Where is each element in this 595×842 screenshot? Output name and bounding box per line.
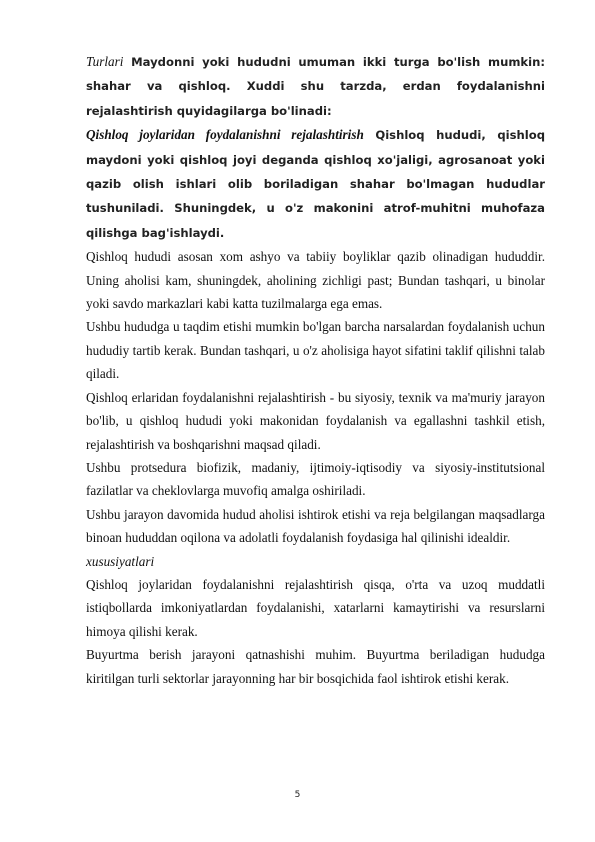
rural-planning-heading: Qishloq joylaridan foydalanishni rejalashtirish [86, 127, 364, 143]
body-paragraph: Ushbu jarayon davomida hudud aholisi ishtirok etishi va reja belgilangan maqsadlarga binoan hududdan oqilona va adolatli foydalanish foydasiga hal qilinishi idealdir. [86, 506, 545, 546]
body-paragraph: Buyurtma berish jarayoni qatnashishi muhim. Buyurtma beriladigan hududga kiritilgan turli sektorlar jarayonning har bir bosqichida faol ishtirok etishi kerak. [86, 647, 545, 686]
body-paragraph: Qishloq joylaridan foydalanishni rejalashtirish qisqa, o'rta va uzoq muddatli istiqbollarda imkoniyatlardan foydalanishi, xatarlarni kamaytirishi va resurslarni himoya qilishi kerak. [86, 576, 545, 639]
features-heading: xususiyatlari [86, 553, 155, 569]
document-page [86, 50, 545, 690]
types-heading: Turlari [86, 54, 124, 69]
body-paragraph: Qishloq hududi asosan xom ashyo va tabiiy boyliklar qazib olinadigan hududdir. Uning aholisi kam, shuningdek, aholining zichligi past; Bundan tashqari, u binolar yoki savdo markazlari kabi katta tuzilmalarga ega emas. [86, 249, 545, 312]
body-paragraph: Ushbu hududga u taqdim etishi mumkin bo'lgan barcha narsalardan foydalanish uchun hududiy tartib kerak. Bundan tashqari, u o'z aholisiga hayot sifatini taklif qilishni talab qiladi. [86, 319, 545, 382]
types-text: Maydonni yoki hududni umuman ikki turga bo'lish mumkin: shahar va qishloq. Xuddi shu tarzda, erdan foydalanishni rejalashtirish quyidagilarga bo'linadi: [86, 55, 545, 118]
rural-planning-paragraph [86, 123, 545, 245]
body-paragraph: Qishloq erlaridan foydalanishni rejalashtirish - bu siyosiy, texnik va ma'muriy jarayon bo'lib, u qishloq hududi yoki makonidan foydalanish va egallashni tashkil etish, rejalashtirish va boshqarishni maqsad qiladi. [86, 389, 545, 452]
types-paragraph [86, 50, 545, 123]
page-number: 5 [294, 790, 301, 800]
rural-planning-text: Qishloq hududi, qishloq maydoni yoki qishloq joyi deganda qishloq xo'jaligi, agrosanoat yoki qazib olish ishlari olib boriladigan shahar bo'lmagan hududlar tushuniladi. Shuningdek, u o'z makonini atrof-muhitni muhofaza qilishga bag'ishlaydi. [86, 128, 545, 240]
body-paragraph: Ushbu protsedura biofizik, madaniy, ijtimoiy-iqtisodiy va siyosiy-institutsional fazilatlar va cheklovlarga muvofiq amalga oshiriladi. [86, 459, 545, 499]
